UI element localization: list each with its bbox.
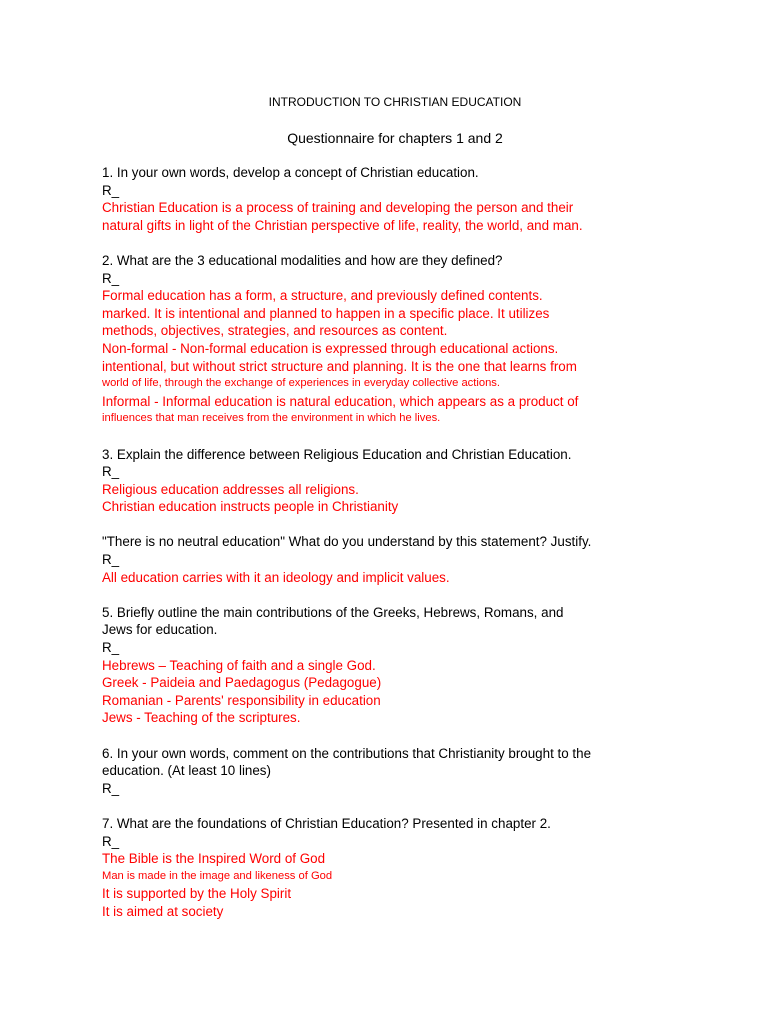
response-marker: R_	[102, 464, 120, 480]
question-block	[102, 745, 642, 798]
response-marker: R_	[102, 833, 120, 849]
answer-line: The Bible is the Inspired Word of God	[102, 851, 326, 867]
question-text: Jews for education.	[102, 622, 218, 638]
question-text: education. (At least 10 lines)	[102, 763, 271, 779]
question-block	[102, 446, 642, 516]
answer-line: Informal - Informal education is natural education, which appears as a product of	[102, 393, 579, 409]
answer-line: Jews - Teaching of the scriptures.	[102, 710, 301, 726]
question-text: 5. Briefly outline the main contributions of the Greeks, Hebrews, Romans, and	[102, 604, 564, 620]
question-text: 1. In your own words, develop a concept of Christian education.	[102, 165, 479, 180]
answer-line: intentional, but without strict structure and planning. It is the one that learns from	[102, 358, 577, 374]
answer-line: It is aimed at society	[102, 903, 224, 919]
answer-line: methods, objectives, strategies, and resources as content.	[102, 323, 448, 339]
answer-line: natural gifts in light of the Christian perspective of life, reality, the world, and man.	[102, 217, 583, 233]
answer-line: All education carries with it an ideology and implicit values.	[102, 569, 450, 585]
question-block	[102, 815, 642, 921]
response-marker: R_	[102, 270, 120, 286]
question-text: 6. In your own words, comment on the contributions that Christianity brought to the	[102, 745, 592, 761]
response-marker: R_	[102, 640, 120, 656]
answer-line: Hebrews – Teaching of faith and a single God.	[102, 657, 376, 673]
answer-line: world of life, through the exchange of experiences in everyday collective actions.	[102, 377, 501, 390]
answer-line: Man is made in the image and likeness of God	[102, 869, 333, 882]
document-title: INTRODUCTION TO CHRISTIAN EDUCATION	[268, 95, 522, 109]
answer-line: Christian Education is a process of training and developing the person and their	[102, 200, 574, 216]
question-block	[102, 604, 642, 727]
answer-line: Greek - Paideia and Paedagogus (Pedagogue)	[102, 675, 382, 691]
response-marker: R_	[102, 552, 120, 568]
answer-line: Non-formal - Non-formal education is expressed through educational actions.	[102, 340, 559, 356]
question-block	[102, 164, 642, 234]
answer-line: It is supported by the Holy Spirit	[102, 886, 292, 902]
question-text: 7. What are the foundations of Christian Education? Presented in chapter 2.	[102, 815, 551, 831]
response-marker: R_	[102, 182, 120, 198]
question-text: "There is no neutral education" What do you understand by this statement? Justify.	[102, 534, 592, 550]
answer-line: marked. It is intentional and planned to happen in a specific place. It utilizes	[102, 305, 550, 321]
answer-line: influences that man receives from the environment in which he lives.	[102, 412, 441, 425]
question-block	[102, 252, 642, 428]
answer-line: Romanian - Parents' responsibility in education	[102, 692, 381, 708]
question-block	[102, 533, 642, 586]
response-marker: R_	[102, 780, 120, 796]
question-text: 3. Explain the difference between Religious Education and Christian Education.	[102, 446, 572, 462]
answer-line: Formal education has a form, a structure, and previously defined contents.	[102, 288, 543, 304]
answer-line: Christian education instructs people in Christianity	[102, 499, 399, 515]
answer-line: Religious education addresses all religions.	[102, 481, 359, 497]
questionnaire-body	[102, 164, 642, 921]
document-subtitle: Questionnaire for chapters 1 and 2	[287, 130, 503, 146]
question-text: 2. What are the 3 educational modalities and how are they defined?	[102, 252, 503, 268]
